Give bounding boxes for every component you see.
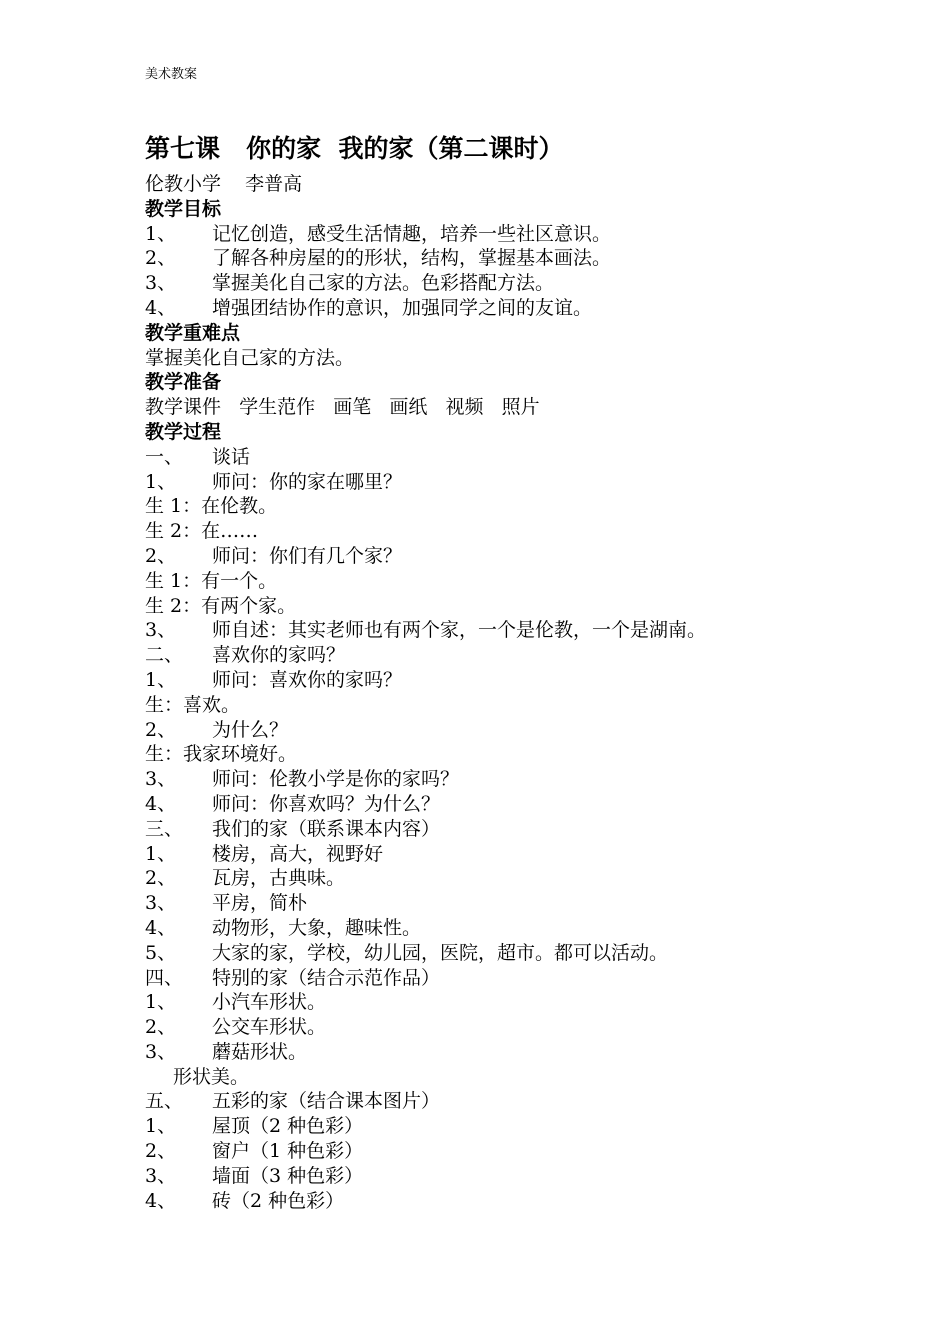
list-item <box>145 296 905 321</box>
list-item <box>145 246 905 271</box>
process-line <box>145 569 905 594</box>
item-number: 1、 <box>145 222 177 245</box>
process-line <box>145 668 905 693</box>
item-number: 2、 <box>145 1016 177 1039</box>
item-number: 1、 <box>145 1115 177 1138</box>
item-number: 2、 <box>145 1140 177 1163</box>
item-text: 生 1：有一个。 <box>145 569 278 592</box>
process-line <box>145 445 905 470</box>
item-number: 五、 <box>145 1090 184 1113</box>
prep-heading: 教学准备 <box>145 371 222 394</box>
process-line <box>145 519 905 544</box>
list-item <box>145 222 905 247</box>
item-number: 4、 <box>145 916 177 939</box>
item-text: 窗户（1 种色彩） <box>212 1140 364 1163</box>
item-text: 师问：你的家在哪里？ <box>212 470 403 493</box>
goals-list <box>145 222 905 321</box>
item-number: 1、 <box>145 668 177 691</box>
item-number: 2、 <box>145 718 177 741</box>
item-text: 小汽车形状。 <box>212 991 327 1014</box>
item-number: 3、 <box>145 619 177 642</box>
item-number: 1、 <box>145 991 177 1014</box>
item-text: 楼房，高大，视野好 <box>212 842 384 865</box>
item-number: 1、 <box>145 842 177 865</box>
process-line <box>145 792 905 817</box>
item-text: 生 2：有两个家。 <box>145 594 297 617</box>
process-line <box>145 544 905 569</box>
item-text: 五彩的家（结合课本图片） <box>212 1090 441 1113</box>
process-line <box>145 866 905 891</box>
item-number: 2、 <box>145 247 177 270</box>
item-number: 3、 <box>145 1164 177 1187</box>
process-line <box>145 1015 905 1040</box>
difficulty-text: 掌握美化自己家的方法。 <box>145 346 355 369</box>
process-line <box>145 470 905 495</box>
item-number: 四、 <box>145 966 184 989</box>
item-text: 平房，简朴 <box>212 892 308 915</box>
item-number: 3、 <box>145 1040 177 1063</box>
author-line: 伦教小学 李普高 <box>145 173 303 195</box>
item-text: 师自述：其实老师也有两个家，一个是伦教，一个是湖南。 <box>212 619 707 642</box>
item-number: 4、 <box>145 792 177 815</box>
item-number: 5、 <box>145 941 177 964</box>
process-line <box>145 1089 905 1114</box>
process-line <box>145 1164 905 1189</box>
item-text: 记忆创造，感受生活情趣，培养一些社区意识。 <box>212 222 612 245</box>
item-text: 喜欢你的家吗？ <box>212 644 346 667</box>
item-text: 谈话 <box>212 445 251 468</box>
item-text: 特别的家（结合示范作品） <box>212 966 441 989</box>
item-text: 大家的家，学校，幼儿园，医院，超市。都可以活动。 <box>212 941 669 964</box>
item-number: 2、 <box>145 544 177 567</box>
item-text: 动物形，大象，趣味性。 <box>212 916 422 939</box>
process-line <box>145 767 905 792</box>
item-number: 4、 <box>145 296 177 319</box>
item-text: 增强团结协作的意识，加强同学之间的友谊。 <box>212 296 593 319</box>
process-heading: 教学过程 <box>145 420 222 443</box>
process-line <box>145 966 905 991</box>
item-text: 瓦房，古典味。 <box>212 867 346 890</box>
process-line <box>145 742 905 767</box>
lesson-title: 第七课 你的家 我的家（第二课时） <box>145 134 564 163</box>
item-number: 4、 <box>145 1189 177 1212</box>
prep-text: 教学课件 学生范作 画笔 画纸 视频 照片 <box>145 396 540 419</box>
process-line <box>145 842 905 867</box>
process-line <box>145 618 905 643</box>
item-text: 生：喜欢。 <box>145 693 241 716</box>
process-line <box>145 1139 905 1164</box>
item-text: 屋顶（2 种色彩） <box>212 1115 364 1138</box>
process-line <box>145 594 905 619</box>
process-line <box>145 693 905 718</box>
item-text: 形状美。 <box>173 1065 250 1088</box>
process-line <box>145 817 905 842</box>
item-text: 师问：你们有几个家？ <box>212 544 403 567</box>
difficulty-heading: 教学重难点 <box>145 321 241 344</box>
item-number: 2、 <box>145 867 177 890</box>
process-line <box>145 494 905 519</box>
item-text: 了解各种房屋的的形状，结构，掌握基本画法。 <box>212 247 612 270</box>
item-number: 二、 <box>145 644 184 667</box>
process-line <box>145 1040 905 1065</box>
page-header: 美术教案 <box>145 67 198 82</box>
item-text: 师问：伦教小学是你的家吗？ <box>212 768 460 791</box>
item-number: 一、 <box>145 445 184 468</box>
item-text: 生 2：在…… <box>145 520 259 543</box>
item-text: 师问：喜欢你的家吗？ <box>212 668 403 691</box>
item-number: 3、 <box>145 892 177 915</box>
process-line <box>145 1189 905 1214</box>
process-list <box>145 445 905 1214</box>
item-number: 1、 <box>145 470 177 493</box>
process-line <box>145 916 905 941</box>
item-number: 三、 <box>145 817 184 840</box>
process-line <box>145 718 905 743</box>
process-line <box>145 990 905 1015</box>
item-text: 我们的家（联系课本内容） <box>212 817 441 840</box>
item-number: 3、 <box>145 768 177 791</box>
goals-heading: 教学目标 <box>145 197 222 220</box>
item-number: 3、 <box>145 272 177 295</box>
item-text: 为什么？ <box>212 718 289 741</box>
process-line <box>145 1114 905 1139</box>
item-text: 墙面（3 种色彩） <box>212 1164 364 1187</box>
item-text: 蘑菇形状。 <box>212 1040 308 1063</box>
process-line <box>145 643 905 668</box>
process-line <box>145 1065 905 1090</box>
item-text: 掌握美化自己家的方法。色彩搭配方法。 <box>212 272 555 295</box>
process-line <box>145 891 905 916</box>
document-body <box>145 132 905 1213</box>
item-text: 生 1：在伦教。 <box>145 495 278 518</box>
process-line <box>145 941 905 966</box>
item-text: 砖（2 种色彩） <box>212 1189 345 1212</box>
item-text: 师问：你喜欢吗？为什么？ <box>212 792 441 815</box>
list-item <box>145 271 905 296</box>
item-text: 公交车形状。 <box>212 1016 327 1039</box>
item-text: 生：我家环境好。 <box>145 743 298 766</box>
